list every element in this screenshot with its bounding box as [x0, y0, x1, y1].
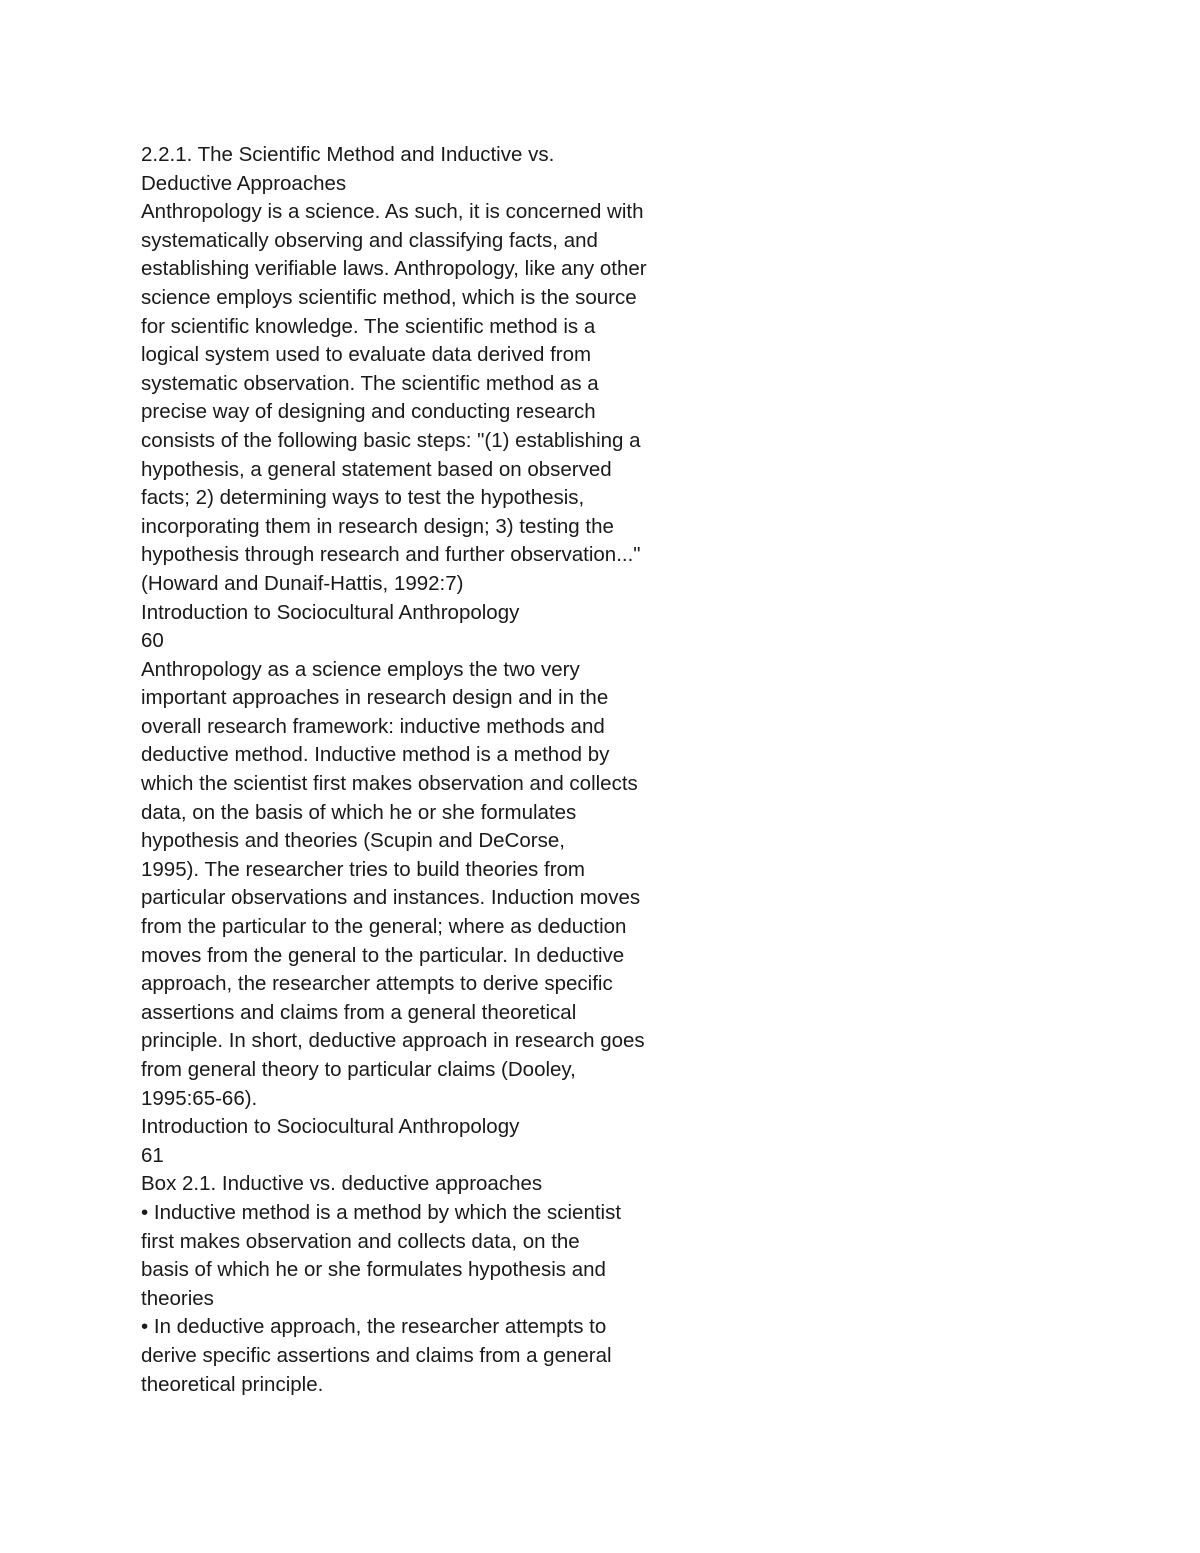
paragraph-line: moves from the general to the particular. In deductive [141, 943, 625, 967]
paragraph-line: overall research framework: inductive methods and [141, 714, 605, 738]
paragraph-line: data, on the basis of which he or she formulates [141, 800, 577, 824]
paragraph-line: precise way of designing and conducting research [141, 400, 596, 424]
box-title: Box 2.1. Inductive vs. deductive approaches [141, 1172, 543, 1196]
bullet-line: first makes observation and collects data, on the [141, 1229, 580, 1253]
bullet-line: basis of which he or she formulates hypothesis and [141, 1258, 606, 1282]
paragraph-line: Anthropology is a science. As such, it is concerned with [141, 200, 644, 224]
citation-line: (Howard and Dunaif-Hattis, 1992:7) [141, 571, 464, 595]
paragraph-line: logical system used to evaluate data derived from [141, 343, 592, 367]
running-header: Introduction to Sociocultural Anthropology [141, 600, 520, 624]
paragraph-line: approach, the researcher attempts to derive specific [141, 972, 613, 996]
document-text [141, 141, 701, 1399]
paragraph-line: systematically observing and classifying facts, and [141, 228, 598, 252]
paragraph-line: Anthropology as a science employs the two very [141, 657, 580, 681]
section-heading-line-2: Deductive Approaches [141, 171, 347, 195]
paragraph-line: consists of the following basic steps: "(1) establishing a [141, 428, 641, 452]
paragraph-line: assertions and claims from a general theoretical [141, 1000, 577, 1024]
page-number: 60 [141, 629, 164, 653]
paragraph-line: hypothesis through research and further observation..." [141, 543, 641, 567]
citation-line: 1995:65-66). [141, 1086, 258, 1110]
page-number: 61 [141, 1143, 164, 1167]
bullet-line: derive specific assertions and claims from a general [141, 1343, 612, 1367]
paragraph-line: from the particular to the general; where as deduction [141, 915, 627, 939]
paragraph-line: for scientific knowledge. The scientific method is a [141, 314, 596, 338]
paragraph-line: principle. In short, deductive approach in research goes [141, 1029, 645, 1053]
paragraph-line: hypothesis, a general statement based on observed [141, 457, 612, 481]
paragraph-line: deductive method. Inductive method is a method by [141, 743, 610, 767]
bullet-line: theoretical principle. [141, 1372, 324, 1396]
paragraph-line: which the scientist first makes observation and collects [141, 772, 638, 796]
paragraph-line: incorporating them in research design; 3) testing the [141, 514, 614, 538]
paragraph-line: important approaches in research design and in the [141, 686, 609, 710]
paragraph-line: science employs scientific method, which is the source [141, 285, 637, 309]
paragraph-line: facts; 2) determining ways to test the hypothesis, [141, 486, 585, 510]
bullet-line: • Inductive method is a method by which the scientist [141, 1200, 622, 1224]
paragraph-line: from general theory to particular claims (Dooley, [141, 1058, 576, 1081]
paragraph-line: establishing verifiable laws. Anthropology, like any other [141, 257, 647, 281]
paragraph-line: 1995). The researcher tries to build theories from [141, 857, 586, 881]
bullet-line: theories [141, 1286, 214, 1310]
running-header: Introduction to Sociocultural Anthropology [141, 1115, 520, 1139]
paragraph-line: systematic observation. The scientific method as a [141, 371, 599, 395]
paragraph-line: particular observations and instances. Induction moves [141, 886, 641, 910]
section-heading-line-1: 2.2.1. The Scientific Method and Inductive vs. [141, 143, 555, 166]
paragraph-line: hypothesis and theories (Scupin and DeCorse, [141, 829, 565, 853]
bullet-line: • In deductive approach, the researcher attempts to [141, 1315, 607, 1339]
